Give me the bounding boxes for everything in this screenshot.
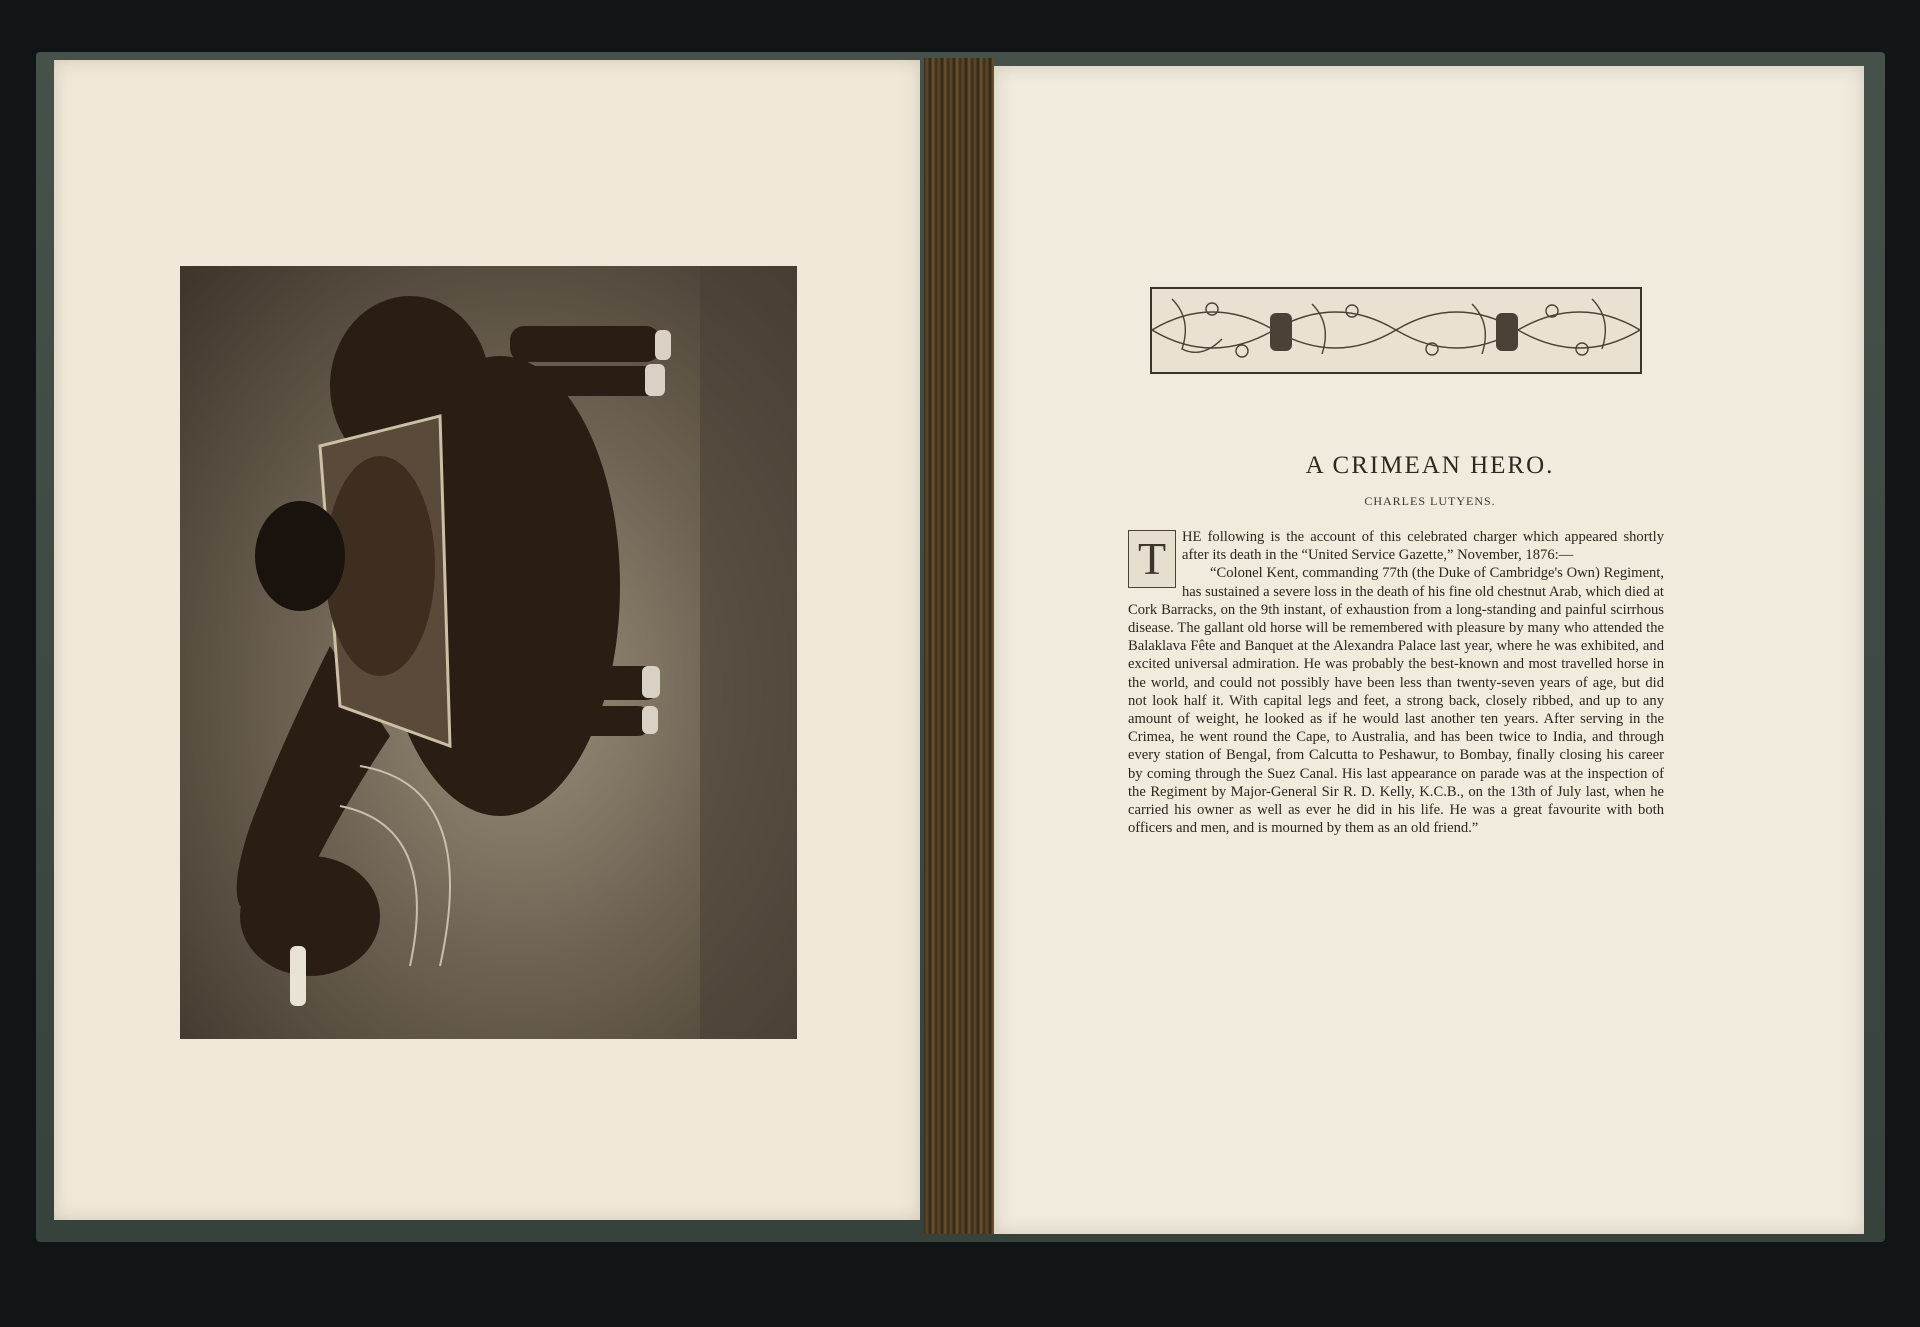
quote-paragraph: “Colonel Kent, commanding 77th (the Duke of Cambridge's Own) Regiment, has sustained a severe loss in the death of his fine old chestnut Arab, which died at Cork Barracks, on the 9th instant, of exhaustion from a long-standing and painful scirrhous disease. The gallant old horse will be remembered with pleasure by many who attended the Balaklava Fête and Banquet at the Alexandra Palace last year, where he was exhibited, and excited universal admiration. He was probably the best-known and most travelled horse in the world, and could not possibly have been less than twenty-seven years of age, but did not look half it. With capital legs and feet, a strong back, closely ribbed, and up to any amount of weight, he looked as if he would last another ten years. After serving in the Crimea, he went round the Cape, to Australia, and has been twice to India, and through every station of Bengal, from Calcutta to Peshawur, to Bombay, finally closing his career by coming through the Suez Canal. His last appearance on parade was at the inspection of the Regiment by Major-General Sir R. D. Kelly, K.C.B., on the 13th of July last, when he carried his owner as well as ever he did in his life. He was a great favourite with both officers and men, and is mourned by them as an old friend.” xyxy=(1128,565,1664,837)
article-text xyxy=(1128,528,1664,837)
horse-photo-illustration xyxy=(180,266,797,1039)
book-spine xyxy=(924,58,994,1234)
article-title: A CRIMEAN HERO. xyxy=(1305,452,1555,479)
drop-cap-letter: T xyxy=(1137,533,1167,584)
horse-photograph xyxy=(180,266,797,1039)
ornamental-headpiece xyxy=(1150,287,1642,374)
drop-cap xyxy=(1128,530,1176,588)
intro-paragraph: HE following is the account of this celebrated charger which appeared shortly after its death in the “United Service Gazette,” November, 1876:— xyxy=(1182,529,1664,564)
article-author: CHARLES LUTYENS. xyxy=(1364,494,1496,508)
vine-ornament-icon xyxy=(1152,289,1640,372)
